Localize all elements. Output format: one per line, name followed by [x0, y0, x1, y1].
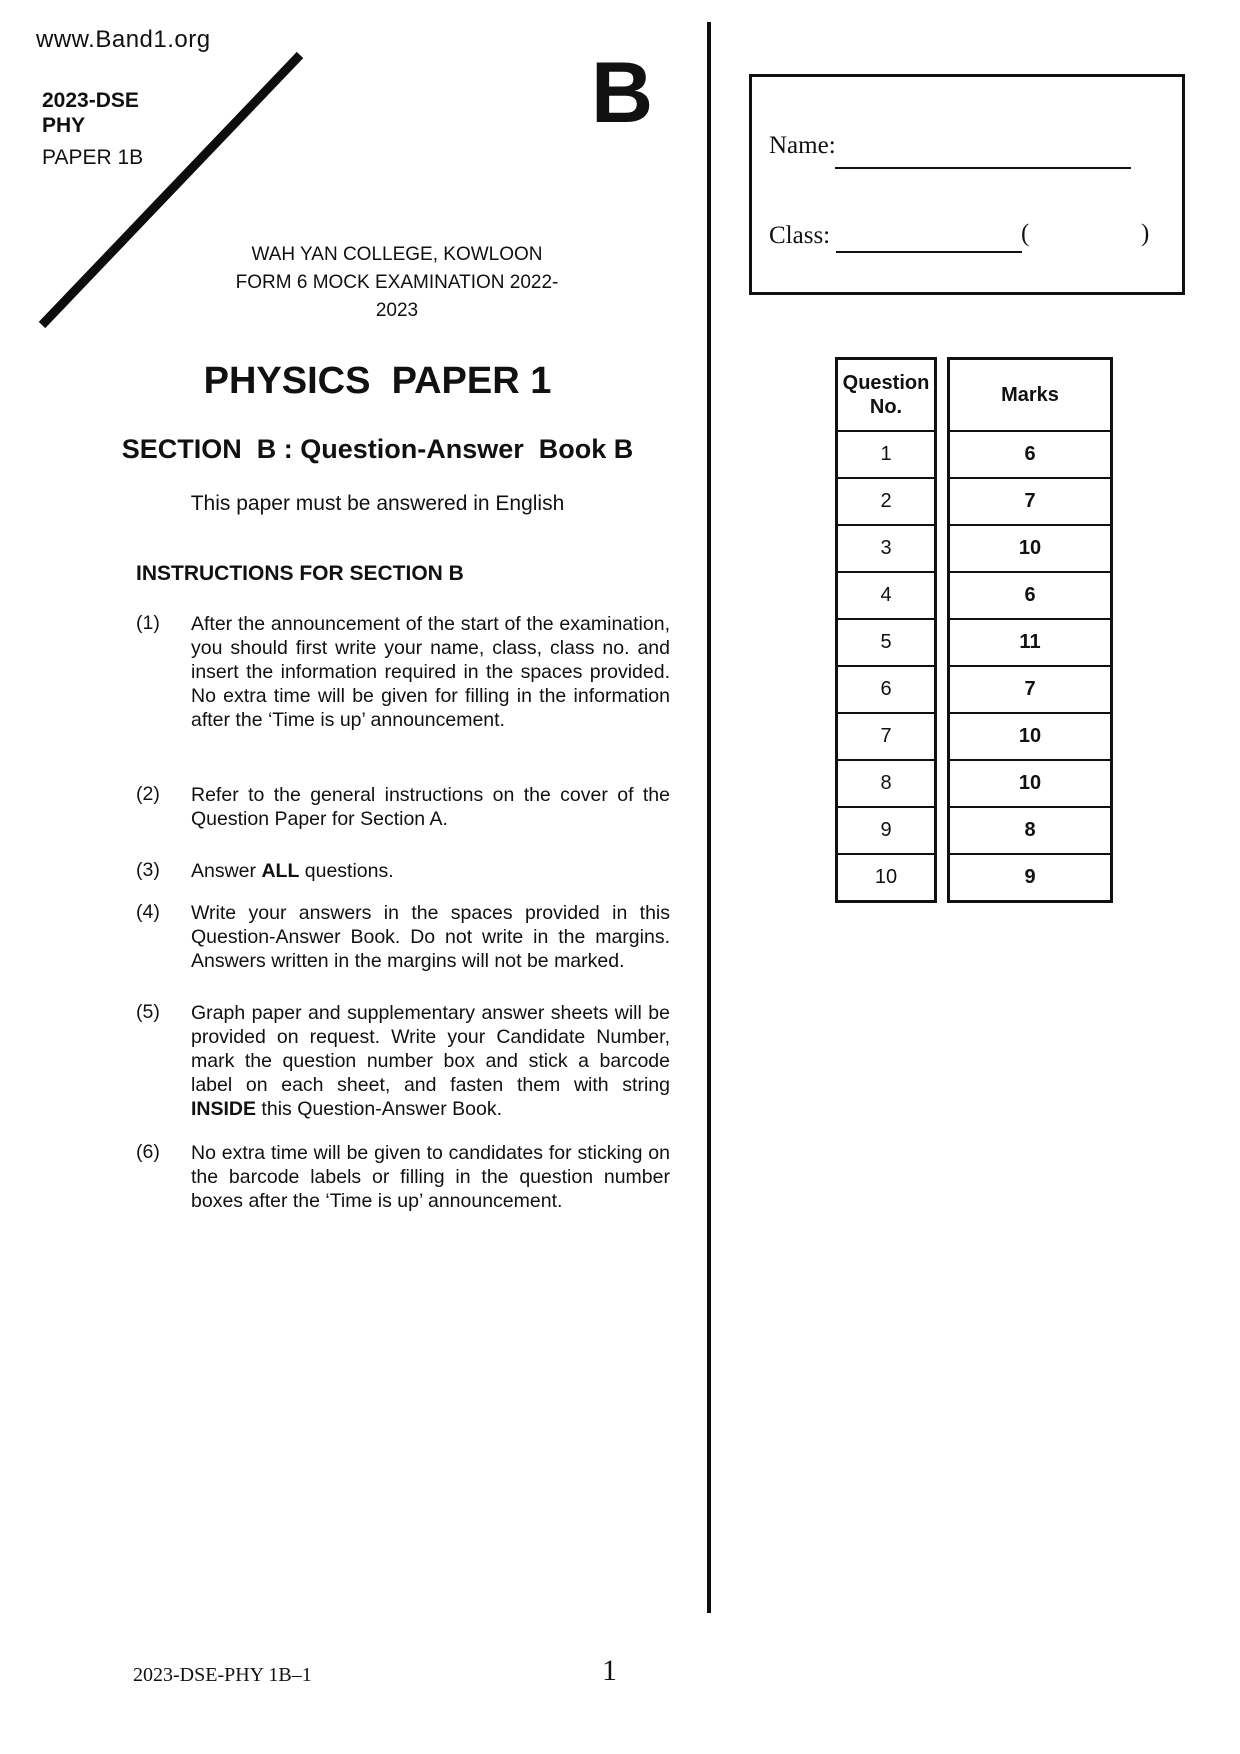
school-name: WAH YAN COLLEGE, KOWLOON — [251, 244, 543, 265]
question-number-cell: 5 — [838, 618, 934, 665]
marks-cell: 7 — [950, 477, 1110, 524]
marks-cell: 6 — [950, 430, 1110, 477]
question-number-cell: 8 — [838, 759, 934, 806]
question-number-cell: 2 — [838, 477, 934, 524]
instruction-text: Write your answers in the spaces provided in this Question-Answer Book. Do not write in the margins. Answers written in the margins will not be marked. — [191, 902, 670, 972]
paper-label: PAPER 1B — [42, 146, 144, 169]
instructions-heading: INSTRUCTIONS FOR SECTION B — [136, 562, 464, 585]
name-label: Name: — [769, 132, 836, 159]
instruction-item — [136, 612, 670, 732]
class-label: Class: — [769, 222, 831, 249]
question-column-header — [838, 360, 934, 430]
marks-cell: 7 — [950, 665, 1110, 712]
class-blank-line — [836, 251, 1022, 253]
watermark-url: www.Band1.org — [36, 26, 211, 53]
instruction-text: Answer ALL questions. — [191, 860, 394, 882]
instruction-item — [136, 1141, 670, 1213]
marks-table-marks-column — [947, 357, 1113, 903]
footer-page-number: 1 — [602, 1654, 617, 1687]
instruction-item — [136, 1001, 670, 1121]
question-number-cell: 9 — [838, 806, 934, 853]
marks-cell: 10 — [950, 524, 1110, 571]
instruction-number: (3) — [136, 859, 160, 881]
language-note: This paper must be answered in English — [190, 492, 565, 515]
question-number-cell: 3 — [838, 524, 934, 571]
question-number-cell: 10 — [838, 853, 934, 900]
marks-cell: 10 — [950, 712, 1110, 759]
paper-title: PHYSICS PAPER 1 — [203, 360, 552, 402]
instruction-item — [136, 783, 670, 831]
instruction-number: (1) — [136, 612, 160, 634]
instruction-item — [136, 901, 670, 973]
instruction-text: Refer to the general instructions on the cover of the Question Paper for Section A. — [191, 784, 670, 830]
marks-cell: 6 — [950, 571, 1110, 618]
exam-code-block — [42, 88, 139, 138]
question-number-cell: 4 — [838, 571, 934, 618]
marks-cell: 10 — [950, 759, 1110, 806]
school-block — [230, 241, 564, 325]
marks-header-label: Marks — [1001, 384, 1059, 406]
marks-cell: 11 — [950, 618, 1110, 665]
instruction-number: (4) — [136, 901, 160, 923]
question-number-cell: 7 — [838, 712, 934, 759]
question-header-line1: Question — [842, 372, 930, 394]
section-title: SECTION B : Question-Answer Book B — [121, 434, 634, 464]
exam-name: FORM 6 MOCK EXAMINATION 2022-2023 — [235, 272, 559, 321]
class-no-close-paren: ) — [1141, 220, 1150, 247]
exam-year-code: 2023-DSE — [42, 89, 139, 112]
footer-document-code: 2023-DSE-PHY 1B–1 — [133, 1664, 312, 1686]
candidate-info-box — [749, 74, 1185, 295]
marks-cell: 8 — [950, 806, 1110, 853]
class-no-open-paren: ( — [1021, 220, 1030, 247]
instruction-number: (5) — [136, 1001, 160, 1023]
marks-column-header — [950, 360, 1110, 430]
marks-table-question-column — [835, 357, 937, 903]
instruction-number: (6) — [136, 1141, 160, 1163]
marks-cell: 9 — [950, 853, 1110, 900]
instruction-text: No extra time will be given to candidates for sticking on the barcode labels or filling in the question number boxes after the ‘Time is up’ announcement. — [191, 1142, 670, 1212]
question-header-line2: No. — [869, 396, 903, 418]
instruction-number: (2) — [136, 783, 160, 805]
book-letter: B — [591, 45, 654, 141]
question-number-cell: 1 — [838, 430, 934, 477]
name-blank-line — [835, 167, 1131, 169]
instruction-item — [136, 859, 670, 883]
subject-code: PHY — [42, 114, 86, 137]
instruction-text: Graph paper and supplementary answer sheets will be provided on request. Write your Candidate Number, mark the question number box and stick a barcode label on each sheet, and fasten them with string INSIDE this Question-Answer Book. — [191, 1002, 670, 1120]
vertical-divider-rule — [707, 22, 711, 1613]
instruction-text: After the announcement of the start of the examination, you should first write your name, class, class no. and insert the information required in the spaces provided. No extra time will be given for filling in the information after the ‘Time is up’ announcement. — [191, 613, 670, 731]
question-number-cell: 6 — [838, 665, 934, 712]
